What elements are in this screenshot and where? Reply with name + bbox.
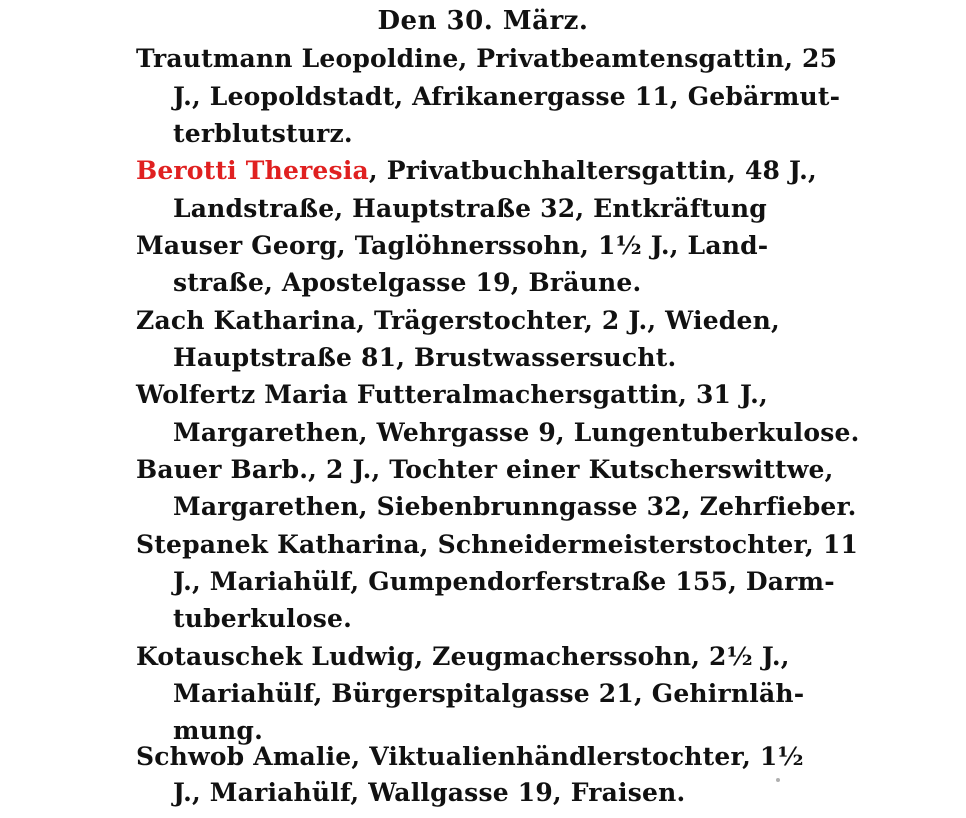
entry-line: Kotauschek Ludwig, Zeugmacherssohn, 2½ J., — [136, 642, 790, 671]
entry-line-rest: , Privatbuchhaltersgattin, 48 J., — [368, 156, 817, 185]
entry-line — [136, 156, 817, 186]
entry-line: Bauer Barb., 2 J., Tochter einer Kutscherswittwe, — [136, 455, 834, 484]
entry-line: Stepanek Katharina, Schneidermeisterstochter, 11 — [136, 530, 859, 559]
entry-line: Mauser Georg, Taglöhnerssohn, 1½ J., Land- — [136, 231, 769, 260]
entry-line: Wolfertz Maria Futteralmachersgattin, 31 J., — [136, 380, 768, 409]
entry-line: tuberkulose. — [173, 604, 353, 633]
print-speck — [776, 778, 780, 782]
entry-line: mung. — [173, 716, 263, 745]
entry-line: Trautmann Leopoldine, Privatbeamtensgattin, 25 — [136, 44, 838, 73]
highlighted-name: Berotti Theresia — [136, 156, 369, 185]
entry-line: straße, Apostelgasse 19, Bräune. — [173, 268, 642, 297]
entry-line: Landstraße, Hauptstraße 32, Entkräftung — [173, 194, 767, 223]
entry-line: J., Mariahülf, Wallgasse 19, Fraisen. — [173, 778, 686, 807]
entry-line: Mariahülf, Bürgerspitalgasse 21, Gehirnläh- — [173, 679, 805, 708]
entry-line: Hauptstraße 81, Brustwassersucht. — [173, 343, 677, 372]
entry-line: J., Mariahülf, Gumpendorferstraße 155, Darm- — [173, 567, 835, 596]
entry-line: Schwob Amalie, Viktualienhändlerstochter, 1½ — [136, 742, 804, 771]
entry-line: terblutsturz. — [173, 119, 353, 148]
entry-line: Margarethen, Siebenbrunngasse 32, Zehrfieber. — [173, 492, 857, 521]
entry-line: J., Leopoldstadt, Afrikanergasse 11, Gebärmut- — [173, 82, 841, 111]
page-title: Den 30. März. — [377, 6, 589, 36]
entry-line: Zach Katharina, Trägerstochter, 2 J., Wieden, — [136, 306, 780, 335]
entry-line: Margarethen, Wehrgasse 9, Lungentuberkulose. — [173, 418, 860, 447]
